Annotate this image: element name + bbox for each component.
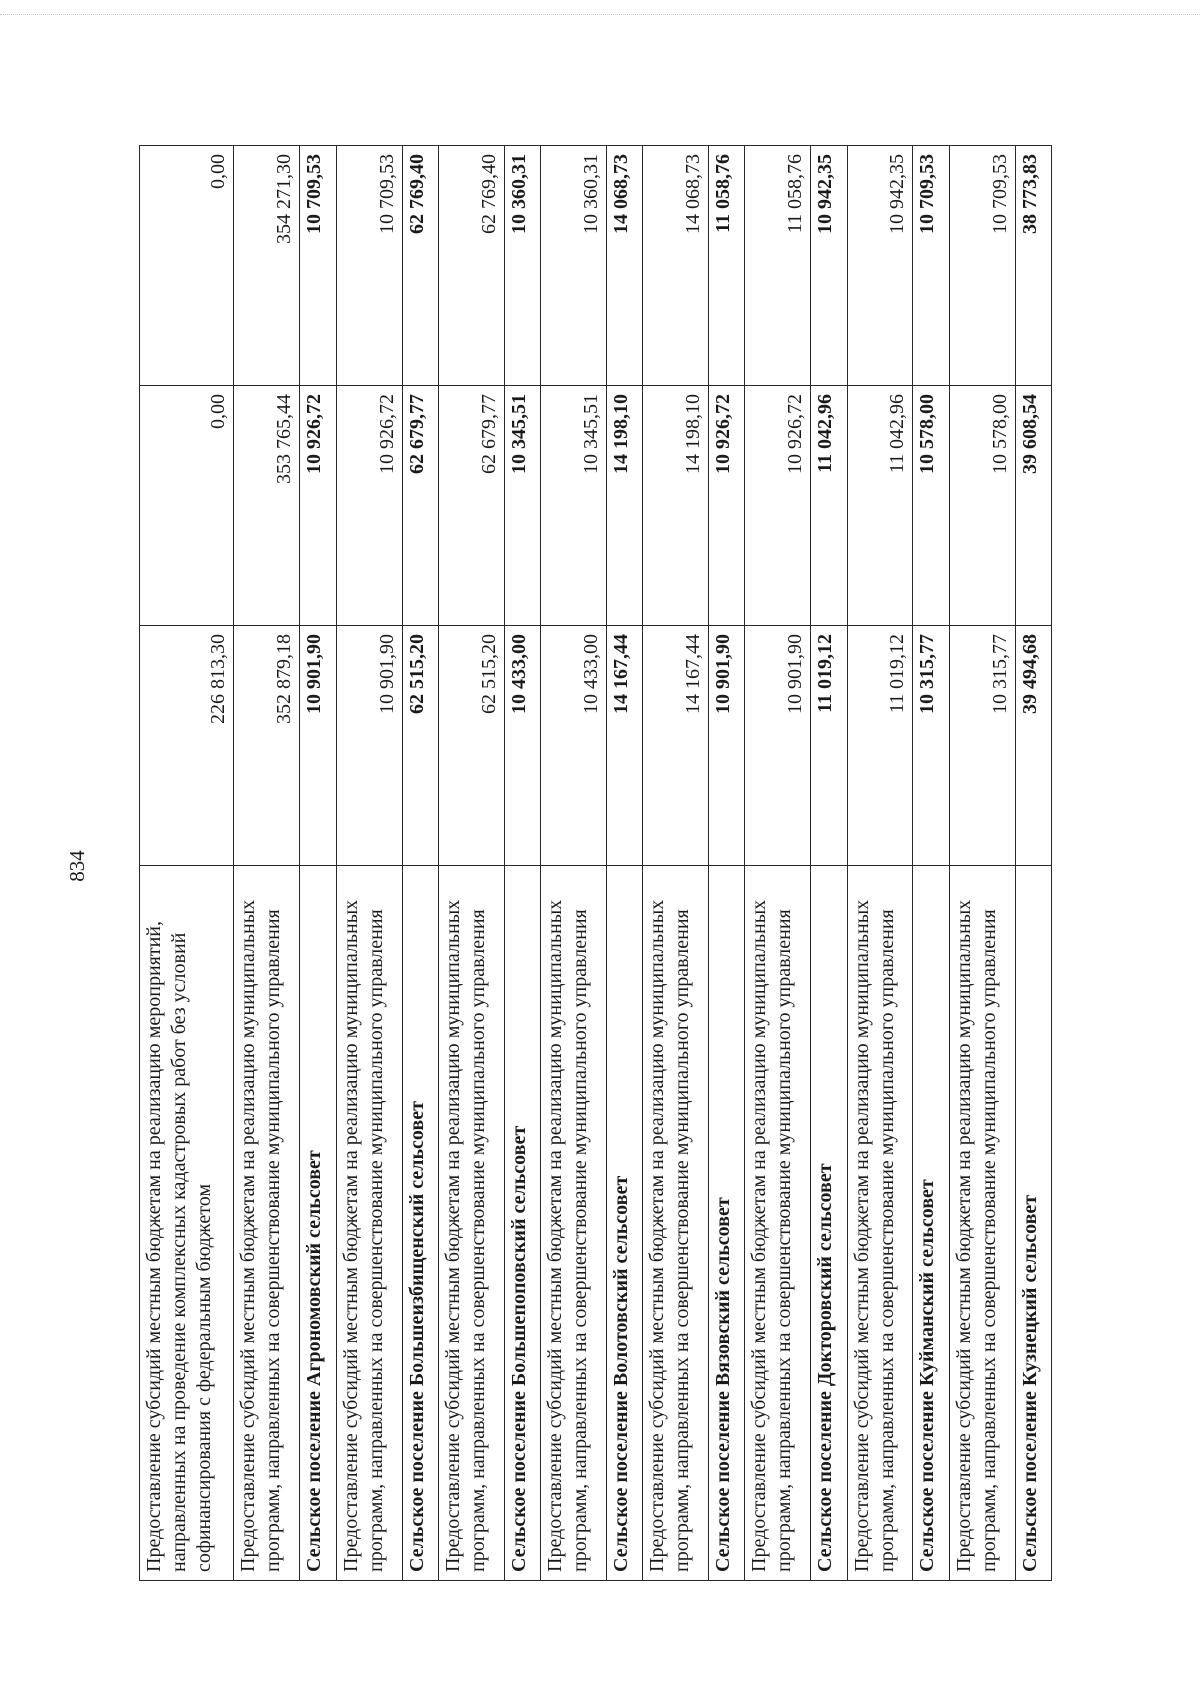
name-cell: Сельское поселение Куймaнский сельсовет — [913, 866, 949, 1581]
value-2022-cell: 14 167,44 — [643, 626, 709, 866]
name-cell: Предоставление субсидий местным бюджетам на реализацию муниципальных программ, направленных на совершенствование муниципального управления — [336, 866, 402, 1581]
budget-table-body — [140, 146, 1052, 1581]
settlement-total-row — [1015, 146, 1051, 1581]
budget-table — [139, 145, 1052, 1581]
value-2022-cell: 10 433,00 — [541, 626, 607, 866]
value-2023-cell: 11 042,96 — [811, 386, 847, 626]
page-number: 834 — [65, 850, 89, 882]
subsidy-row — [745, 146, 811, 1581]
settlement-total-row — [606, 146, 642, 1581]
value-2023-cell: 10 578,00 — [949, 386, 1015, 626]
name-cell: Предоставление субсидий местным бюджетам на реализацию муниципальных программ, направленных на совершенствование муниципального управления — [745, 866, 811, 1581]
value-2023-cell: 10 926,72 — [709, 386, 745, 626]
value-2024-cell: 10 709,53 — [913, 146, 949, 386]
value-2024-cell: 11 058,76 — [709, 146, 745, 386]
value-2023-cell: 14 198,10 — [643, 386, 709, 626]
subsidy-row — [234, 146, 300, 1581]
subsidy-row — [541, 146, 607, 1581]
name-cell: Предоставление субсидий местным бюджетам на реализацию муниципальных программ, направленных на совершенствование муниципального управления — [541, 866, 607, 1581]
name-cell: Предоставление субсидий местным бюджетам на реализацию муниципальных программ, направленных на совершенствование муниципального управления — [643, 866, 709, 1581]
subsidy-row — [847, 146, 913, 1581]
value-2023-cell: 10 926,72 — [300, 386, 336, 626]
page-top-edge — [0, 14, 1200, 15]
settlement-total-row — [504, 146, 540, 1581]
value-2023-cell: 62 679,77 — [438, 386, 504, 626]
name-cell: Сельское поселение Вязовский сельсовет — [709, 866, 745, 1581]
subsidy-row — [949, 146, 1015, 1581]
value-2024-cell: 0,00 — [140, 146, 234, 386]
name-cell: Сельское поселение Большеизбищенский сельсовет — [402, 866, 438, 1581]
name-cell: Предоставление субсидий местным бюджетам на реализацию муниципальных программ, направленных на совершенствование муниципального управления — [949, 866, 1015, 1581]
value-2023-cell: 10 578,00 — [913, 386, 949, 626]
value-2024-cell: 14 068,73 — [643, 146, 709, 386]
value-2022-cell: 11 019,12 — [847, 626, 913, 866]
subsidy-row — [643, 146, 709, 1581]
subsidy-row — [438, 146, 504, 1581]
value-2022-cell: 10 901,90 — [709, 626, 745, 866]
value-2024-cell: 10 942,35 — [847, 146, 913, 386]
value-2024-cell: 62 769,40 — [438, 146, 504, 386]
value-2024-cell: 10 360,31 — [541, 146, 607, 386]
value-2024-cell: 11 058,76 — [745, 146, 811, 386]
value-2022-cell: 10 901,90 — [745, 626, 811, 866]
name-cell: Предоставление субсидий местным бюджетам на реализацию мероприятий, направленных на проведение комплексных кадастровых работ без условий софинансирования с федеральным бюджетом — [140, 866, 234, 1581]
value-2023-cell: 10 926,72 — [745, 386, 811, 626]
table-container — [139, 147, 1052, 1581]
value-2022-cell: 352 879,18 — [234, 626, 300, 866]
value-2023-cell: 14 198,10 — [606, 386, 642, 626]
settlement-total-row — [811, 146, 847, 1581]
value-2023-cell: 39 608,54 — [1015, 386, 1051, 626]
settlement-total-row — [709, 146, 745, 1581]
value-2022-cell: 10 433,00 — [504, 626, 540, 866]
value-2024-cell: 10 360,31 — [504, 146, 540, 386]
name-cell: Сельское поселение Большепоповский сельсовет — [504, 866, 540, 1581]
value-2023-cell: 10 926,72 — [336, 386, 402, 626]
value-2023-cell: 353 765,44 — [234, 386, 300, 626]
name-cell: Предоставление субсидий местным бюджетам на реализацию муниципальных программ, направленных на совершенствование муниципального управления — [234, 866, 300, 1581]
value-2023-cell: 10 345,51 — [504, 386, 540, 626]
subsidy-row — [140, 146, 234, 1581]
value-2022-cell: 10 901,90 — [300, 626, 336, 866]
value-2024-cell: 354 271,30 — [234, 146, 300, 386]
value-2024-cell: 10 709,53 — [336, 146, 402, 386]
value-2024-cell: 62 769,40 — [402, 146, 438, 386]
settlement-total-row — [402, 146, 438, 1581]
subsidy-row — [336, 146, 402, 1581]
name-cell: Предоставление субсидий местным бюджетам на реализацию муниципальных программ, направленных на совершенствование муниципального управления — [438, 866, 504, 1581]
value-2024-cell: 14 068,73 — [606, 146, 642, 386]
value-2023-cell: 10 345,51 — [541, 386, 607, 626]
name-cell: Предоставление субсидий местным бюджетам на реализацию муниципальных программ, направленных на совершенствование муниципального управления — [847, 866, 913, 1581]
value-2022-cell: 10 315,77 — [949, 626, 1015, 866]
value-2023-cell: 62 679,77 — [402, 386, 438, 626]
name-cell: Сельское поселение Агрономовский сельсовет — [300, 866, 336, 1581]
value-2024-cell: 10 709,53 — [300, 146, 336, 386]
value-2022-cell: 14 167,44 — [606, 626, 642, 866]
name-cell: Сельское поселение Доктоpовский сельсовет — [811, 866, 847, 1581]
rotated-table-area — [139, 147, 1052, 1581]
value-2024-cell: 10 709,53 — [949, 146, 1015, 386]
name-cell: Сельское поселение Кузнецкий сельсовет — [1015, 866, 1051, 1581]
value-2022-cell: 10 901,90 — [336, 626, 402, 866]
name-cell: Сельское поселение Волотовский сельсовет — [606, 866, 642, 1581]
value-2022-cell: 39 494,68 — [1015, 626, 1051, 866]
value-2023-cell: 11 042,96 — [847, 386, 913, 626]
value-2022-cell: 62 515,20 — [402, 626, 438, 866]
settlement-total-row — [300, 146, 336, 1581]
value-2024-cell: 10 942,35 — [811, 146, 847, 386]
value-2022-cell: 11 019,12 — [811, 626, 847, 866]
value-2022-cell: 62 515,20 — [438, 626, 504, 866]
value-2022-cell: 10 315,77 — [913, 626, 949, 866]
value-2024-cell: 38 773,83 — [1015, 146, 1051, 386]
value-2023-cell: 0,00 — [140, 386, 234, 626]
settlement-total-row — [913, 146, 949, 1581]
value-2022-cell: 226 813,30 — [140, 626, 234, 866]
